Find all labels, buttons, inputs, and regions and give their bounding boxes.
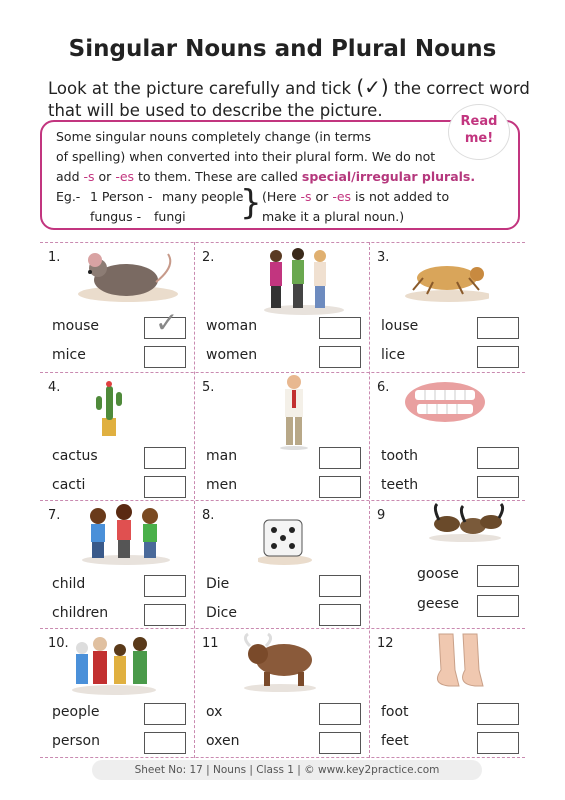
feet-picture — [425, 630, 495, 692]
grid-line — [40, 757, 525, 758]
tick-box[interactable] — [319, 703, 361, 725]
word-option-singular: foot — [381, 704, 409, 720]
tick-box[interactable] — [319, 447, 361, 469]
tick-box[interactable] — [319, 476, 361, 498]
check-icon: ✓ — [155, 306, 179, 339]
word-option-plural: oxen — [206, 733, 240, 749]
word-option-plural: men — [206, 477, 238, 493]
tick-box[interactable] — [477, 565, 519, 587]
tick-box[interactable] — [477, 703, 519, 725]
tick-symbol: (✓) — [356, 75, 389, 99]
instruction-part1: Look at the picture carefully and tick — [48, 79, 352, 98]
item-number: 12 — [377, 636, 394, 651]
man-picture — [274, 374, 314, 452]
tick-box[interactable] — [144, 575, 186, 597]
tick-box[interactable] — [144, 476, 186, 498]
tick-box[interactable] — [144, 306, 186, 339]
worksheet-cell — [194, 500, 369, 628]
word-option-plural: women — [206, 347, 258, 363]
louse-picture — [399, 254, 489, 304]
worksheet-cell — [369, 242, 525, 370]
word-option-plural: children — [52, 605, 109, 621]
die-picture — [258, 512, 318, 566]
item-number: 8. — [202, 508, 215, 523]
word-option-singular: cactus — [52, 448, 98, 464]
read-me-line-2: me! — [464, 131, 494, 146]
info-called: to them. These are called — [138, 169, 298, 184]
geese-picture — [425, 502, 509, 544]
worksheet-cell — [369, 628, 525, 756]
info-s-suffix: -s — [83, 169, 95, 184]
instruction-part2: the correct word that will be used to describe the picture. — [48, 79, 530, 120]
item-number: 4. — [48, 380, 61, 395]
item-number: 1. — [48, 250, 61, 265]
item-number: 6. — [377, 380, 390, 395]
children-picture — [80, 502, 172, 566]
word-option-singular: people — [52, 704, 100, 720]
people-picture — [70, 632, 160, 696]
worksheet-cell — [194, 242, 369, 370]
page-title: Singular Nouns and Plural Nouns — [68, 36, 497, 62]
teeth-picture — [401, 376, 491, 430]
item-number: 5. — [202, 380, 215, 395]
example-2-plural: fungi — [154, 209, 186, 224]
word-option-singular: child — [52, 576, 86, 592]
word-option-singular: ox — [206, 704, 223, 720]
women-picture — [254, 246, 344, 316]
brace-symbol: } — [240, 183, 262, 223]
item-number: 11 — [202, 636, 219, 651]
tick-box[interactable] — [477, 317, 519, 339]
tick-box[interactable] — [477, 447, 519, 469]
note-es-suffix: -es — [332, 189, 352, 204]
word-option-plural: person — [52, 733, 100, 749]
note-not-added: is not added to — [355, 189, 450, 204]
word-option-singular: tooth — [381, 448, 418, 464]
tick-box[interactable] — [319, 346, 361, 368]
word-option-plural: Dice — [206, 605, 237, 621]
tick-box[interactable] — [477, 476, 519, 498]
tick-box[interactable] — [144, 703, 186, 725]
word-option-singular: louse — [381, 318, 419, 334]
info-add: add — [56, 169, 80, 184]
word-option-plural: geese — [417, 596, 460, 612]
worksheet-cell — [40, 242, 194, 370]
tick-box[interactable] — [144, 346, 186, 368]
tick-box[interactable] — [319, 732, 361, 754]
note-here: (Here — [262, 189, 297, 204]
cactus-picture — [88, 378, 132, 442]
word-option-singular: goose — [417, 566, 459, 582]
info-special-plurals: special/irregular plurals. — [301, 169, 476, 184]
tick-box[interactable] — [144, 447, 186, 469]
item-number: 10. — [48, 636, 69, 651]
worksheet-cell — [369, 372, 525, 500]
tick-box[interactable] — [477, 732, 519, 754]
info-line-2: of spelling) when converted into their plural form. We do not — [56, 149, 436, 164]
word-option-plural: cacti — [52, 477, 86, 493]
info-line-3 — [56, 167, 476, 187]
word-option-plural: lice — [381, 347, 406, 363]
item-number: 2. — [202, 250, 215, 265]
info-or: or — [98, 169, 112, 184]
example-1-plural: many people — [162, 189, 244, 204]
item-number: 9 — [377, 508, 386, 523]
example-2-singular: fungus - — [90, 209, 142, 224]
item-number: 7. — [48, 508, 61, 523]
tick-box[interactable] — [477, 346, 519, 368]
word-option-singular: mouse — [52, 318, 99, 334]
worksheet-cell — [194, 628, 369, 756]
example-note-1 — [262, 189, 449, 204]
worksheet-cell — [40, 372, 194, 500]
info-es-suffix: -es — [115, 169, 135, 184]
tick-box[interactable] — [144, 732, 186, 754]
worksheet-cell — [369, 500, 525, 628]
worksheet-cell — [40, 500, 194, 628]
read-me-line-1: Read — [460, 114, 498, 129]
example-note-2: make it a plural noun.) — [262, 209, 405, 224]
tick-box[interactable] — [319, 317, 361, 339]
tick-box[interactable] — [477, 595, 519, 617]
info-line-1: Some singular nouns completely change (in terms — [56, 129, 371, 144]
ox-picture — [240, 630, 320, 694]
mouse-picture — [68, 246, 178, 306]
tick-box[interactable] — [319, 604, 361, 626]
info-text — [56, 127, 476, 187]
note-s-suffix: -s — [300, 189, 312, 204]
worksheet-cell — [40, 628, 194, 756]
word-option-singular: Die — [206, 576, 230, 592]
tick-box[interactable] — [144, 604, 186, 626]
note-or: or — [315, 189, 329, 204]
word-option-plural: feet — [381, 733, 409, 749]
footer: Sheet No: 17 | Nouns | Class 1 | © www.key2practice.com — [92, 760, 482, 780]
read-me-badge — [448, 104, 510, 160]
word-option-plural: mice — [52, 347, 86, 363]
item-number: 3. — [377, 250, 390, 265]
word-option-plural: teeth — [381, 477, 419, 493]
example-label: Eg.- — [56, 189, 81, 204]
word-option-singular: woman — [206, 318, 258, 334]
tick-box[interactable] — [319, 575, 361, 597]
example-1-singular: 1 Person - — [90, 189, 153, 204]
word-option-singular: man — [206, 448, 238, 464]
worksheet-cell — [194, 372, 369, 500]
